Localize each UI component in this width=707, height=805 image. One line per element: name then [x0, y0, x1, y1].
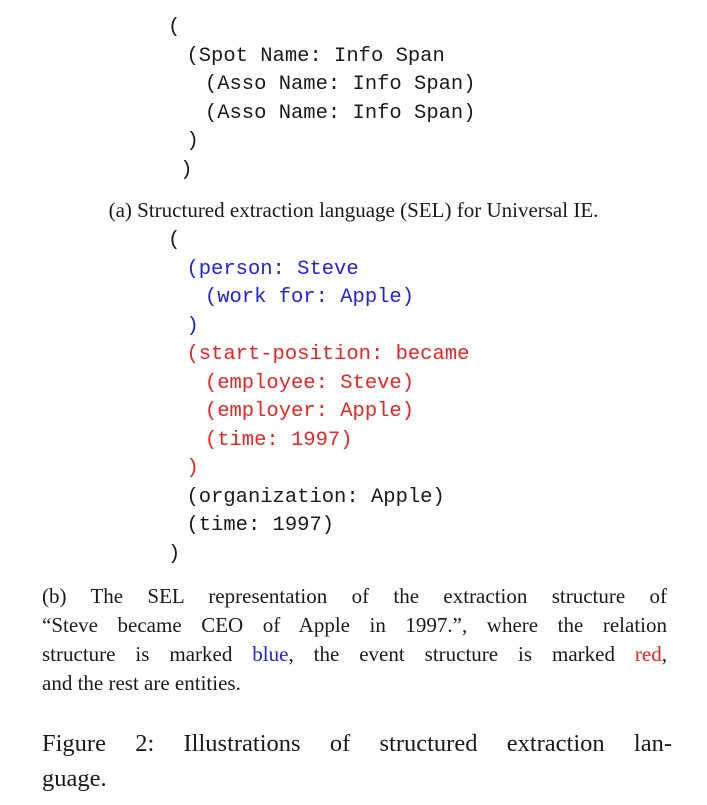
subcaption-b-line — [42, 640, 667, 669]
sel-example-line: (time: 1997) — [186, 514, 335, 537]
figure-caption-line: Figure 2: Illustrations of structured extraction lan- — [42, 730, 672, 757]
figure-caption-line: guage. — [42, 765, 107, 792]
sel-schema-line: ( — [168, 16, 181, 39]
subcaption-b — [42, 582, 667, 698]
sel-schema-block — [168, 14, 476, 185]
sel-example-block — [168, 227, 469, 569]
sel-example-line: ) — [186, 314, 199, 338]
subcaption-b-text: , — [661, 642, 667, 666]
sel-example-line: ) — [186, 457, 199, 480]
subcaption-b-line: “Steve became CEO of Apple in 1997.”, where the relation — [42, 613, 667, 637]
sel-schema-line: ) — [168, 158, 193, 182]
subcaption-b-line: (b) The SEL representation of the extraction structure of — [42, 584, 667, 608]
sel-schema-line: (Spot Name: Info Span — [186, 44, 445, 68]
sel-example-line: (employee: Steve) — [204, 371, 415, 395]
sel-example-line: (employer: Apple) — [204, 400, 415, 423]
sel-example-line: (start-position: became — [186, 343, 470, 366]
sel-example-line: ) — [168, 542, 181, 566]
sel-schema-line: ) — [186, 130, 199, 153]
sel-example-line: (time: 1997) — [204, 428, 353, 452]
event-color-word: red — [634, 642, 662, 666]
sel-schema-line: (Asso Name: Info Span) — [204, 73, 476, 96]
sel-example-line: (work for: Apple) — [204, 286, 415, 309]
subcaption-b-text: structure is marked — [42, 642, 253, 666]
figure-caption — [42, 726, 672, 796]
sel-example-line: ( — [168, 229, 181, 252]
subcaption-b-line: and the rest are entities. — [42, 671, 241, 695]
relation-color-word: blue — [252, 642, 289, 666]
sel-example-line: (person: Steve — [186, 257, 359, 281]
subcaption-b-text: , the event structure is marked — [288, 642, 635, 666]
subcaption-a: (a) Structured extraction language (SEL) for Universal IE. — [108, 198, 599, 222]
sel-schema-line: (Asso Name: Info Span) — [204, 101, 476, 125]
sel-example-line: (organization: Apple) — [186, 485, 445, 509]
